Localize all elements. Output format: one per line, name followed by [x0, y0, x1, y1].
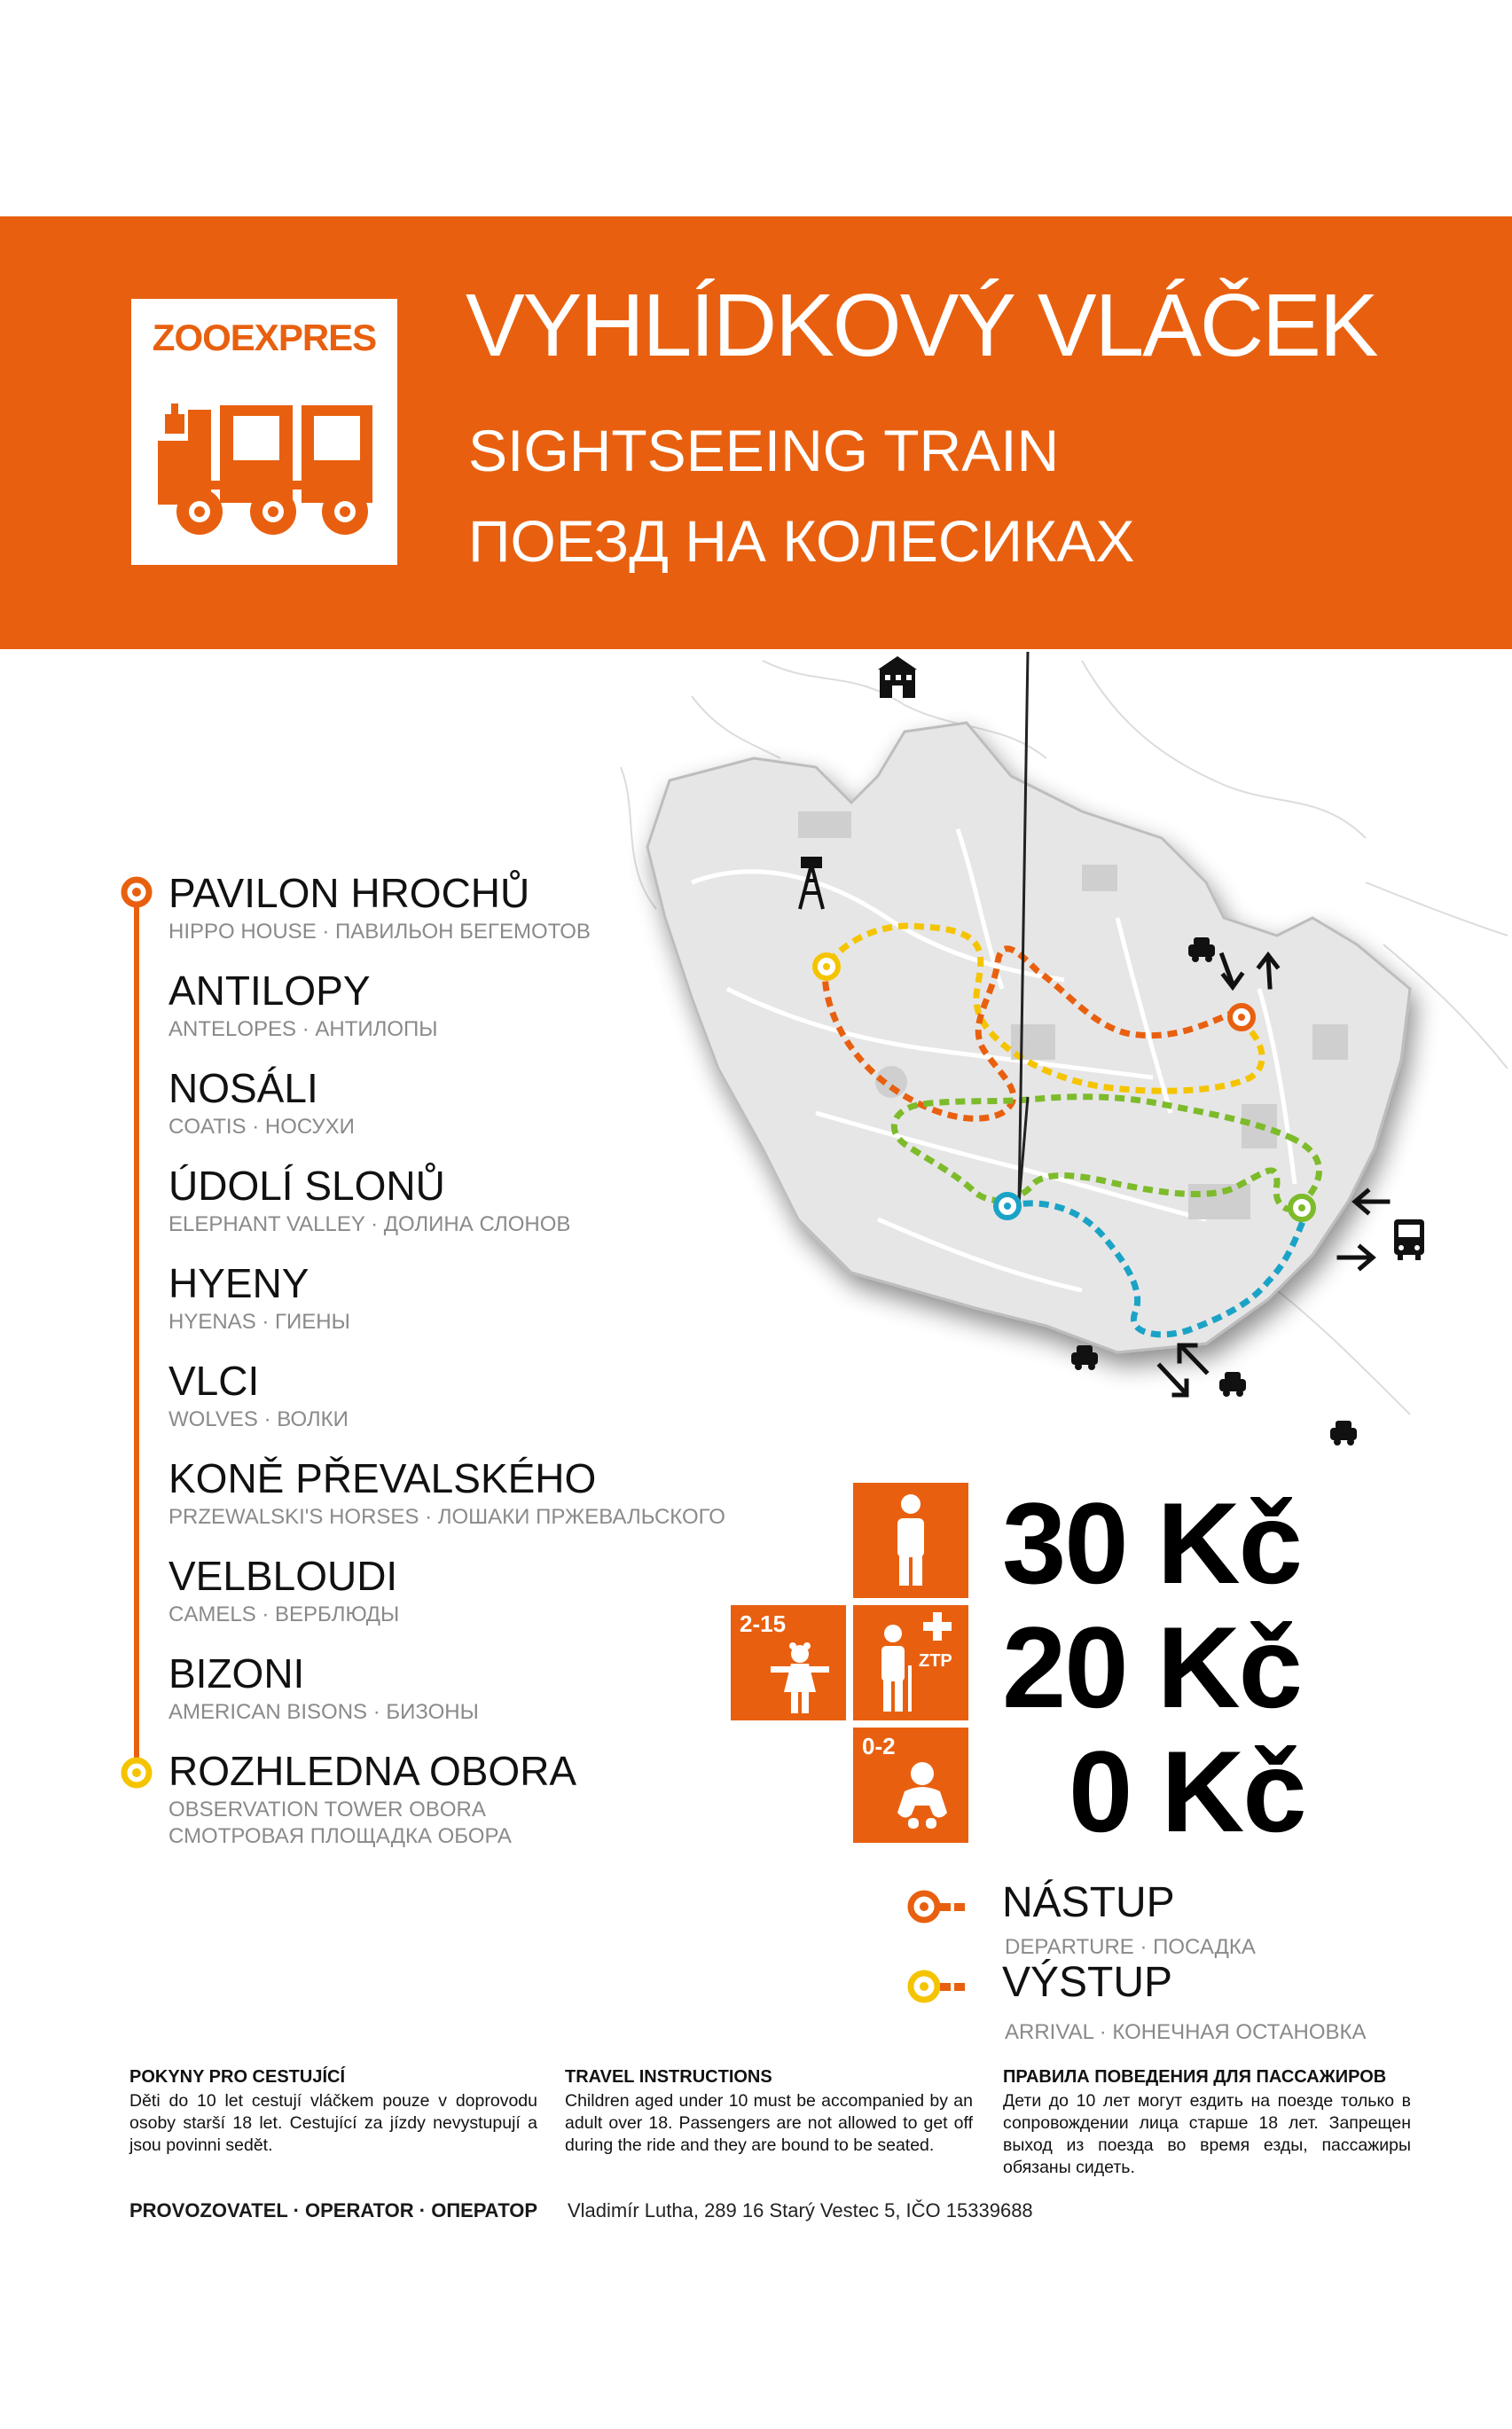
ztp-price-box: [853, 1605, 968, 1720]
zoo-map: [585, 652, 1512, 1485]
stop-name: KONĚ PŘEVALSKÉHO: [168, 1455, 597, 1501]
stop-name: PAVILON HROCHŮ: [168, 870, 530, 916]
stop-subtitle: HYENAS · ГИЕНЫ: [168, 1310, 350, 1334]
stop-subtitle: ELEPHANT VALLEY · ДОЛИНА СЛОНОВ: [168, 1212, 571, 1236]
stop-subtitle: COATIS · НОСУХИ: [168, 1115, 355, 1139]
restaurant-building-icon: [878, 656, 917, 698]
instructions-text: Дети до 10 лет могут ездить на поезде только в сопровождении лица старше 18 лет. Запрещен выход из поезда во время езды, пассажиры обязаны сидеть.: [1003, 2091, 1411, 2177]
stop-name: VELBLOUDI: [168, 1553, 398, 1599]
stop-name: NOSÁLI: [168, 1065, 318, 1111]
departure-legend-icon: [905, 1884, 975, 1929]
adult-icon: [853, 1483, 968, 1598]
instructions-title: ПРАВИЛА ПОВЕДЕНИЯ ДЛЯ ПАССАЖИРОВ: [1003, 2067, 1387, 2087]
stop-name: ROZHLEDNA OBORA: [168, 1748, 577, 1794]
bus-icon: [1394, 1219, 1424, 1260]
stop-hyeny: [168, 1260, 350, 1336]
map-svg: [585, 652, 1512, 1485]
stop-subtitle-ru: СМОТРОВАЯ ПЛОЩАДКА ОБОРА: [168, 1824, 512, 1848]
stop-subtitle: HIPPO HOUSE · ПАВИЛЬОН БЕГЕМОТОВ: [168, 920, 591, 944]
car-icon: [1071, 1345, 1098, 1370]
child-icon: [731, 1605, 846, 1720]
stop-bizoni: [168, 1650, 479, 1726]
instructions-text: Děti do 10 let cestují vláčkem pouze v doprovodu osoby starší 18 let. Cestující za jízdy nevystupují a jsou povinni sedět.: [129, 2091, 537, 2155]
stop-subtitle: CAMELS · ВЕРБЛЮДЫ: [168, 1602, 400, 1626]
child-price-box: [731, 1605, 846, 1720]
stop-name: BIZONI: [168, 1650, 305, 1696]
stop-udoli-slonu: [168, 1165, 570, 1238]
stop-name: VLCI: [168, 1358, 260, 1404]
stop-name: HYENY: [168, 1260, 309, 1306]
adult-price-box: [853, 1483, 968, 1598]
title-english: SIGHTSEEING TRAIN: [468, 418, 1060, 483]
stop-rozhledna-obora: [168, 1748, 577, 1850]
departure-stop-marker: [119, 874, 154, 910]
stop-kone-prevalskeho: [168, 1455, 725, 1531]
stop-pavilon-hrochu: [168, 870, 591, 945]
stop-antilopy: [168, 970, 438, 1043]
stop-subtitle: WOLVES · ВОЛКИ: [168, 1407, 349, 1431]
instructions-czech: [129, 2066, 537, 2157]
title-czech: VYHLÍDKOVÝ VLÁČEK: [466, 276, 1377, 375]
infant-icon: [853, 1728, 968, 1843]
stop-subtitle: ANTELOPES · АНТИЛОПЫ: [168, 1017, 438, 1041]
stop-velbloudi: [168, 1555, 399, 1628]
arrival-legend-title: VÝSTUP: [1002, 1959, 1173, 2006]
departure-marker-map: [1230, 1006, 1253, 1029]
arrival-legend-icon: [905, 1964, 975, 2009]
reduced-price: 20 Kč: [1002, 1602, 1301, 1732]
adult-price: 30 Kč: [1002, 1478, 1301, 1608]
logo-text: ZOOEXPRES: [152, 317, 377, 358]
car-icon: [1330, 1421, 1357, 1446]
stop-subtitle: AMERICAN BISONS · БИЗОНЫ: [168, 1700, 479, 1724]
stop-name: ÚDOLÍ SLONŮ: [168, 1163, 445, 1209]
departure-legend-subtitle: DEPARTURE · ПОСАДКА: [1005, 1935, 1256, 1959]
instructions-english: [565, 2066, 973, 2157]
instructions-russian: [1003, 2066, 1411, 2179]
infant-price-box: [853, 1728, 968, 1843]
blue-stop-marker: [996, 1195, 1019, 1218]
stop-subtitle: PRZEWALSKI'S HORSES · ЛОШАКИ ПРЖЕВАЛЬСКОГО: [168, 1505, 725, 1529]
green-stop-marker: [1290, 1196, 1313, 1219]
stop-vlci: [168, 1360, 349, 1433]
departure-legend-title: NÁSTUP: [1002, 1879, 1175, 1926]
infant-age-label: 0-2: [862, 1733, 896, 1759]
title-russian: ПОЕЗД НА КОЛЕСИКАХ: [468, 508, 1135, 574]
arrival-stop-marker: [119, 1755, 154, 1790]
operator-label: PROVOZOVATEL · OPERATOR · ОПЕРАТОР: [129, 2199, 538, 2221]
stop-name: ANTILOPY: [168, 968, 371, 1014]
stop-subtitle: OBSERVATION TOWER OBORA: [168, 1798, 486, 1822]
zooexpres-logo: [131, 299, 397, 565]
ztp-label: ZTP: [919, 1651, 952, 1671]
arrival-marker-map: [815, 955, 838, 978]
stop-nosali: [168, 1065, 355, 1140]
operator-value: Vladimír Lutha, 289 16 Starý Vestec 5, IČO 15339688: [568, 2199, 1033, 2221]
arrival-legend-subtitle: ARRIVAL · КОНЕЧНАЯ ОСТАНОВКА: [1005, 2020, 1367, 2044]
infant-price: 0 Kč: [1069, 1727, 1305, 1856]
instructions-title: TRAVEL INSTRUCTIONS: [565, 2067, 772, 2087]
instructions-title: POKYNY PRO CESTUJÍCÍ: [129, 2067, 346, 2087]
instructions-text: Children aged under 10 must be accompanied by an adult over 18. Passengers are not allowed to get off during the ride and they are bound to be seated.: [565, 2091, 973, 2155]
car-icon: [1219, 1372, 1246, 1397]
train-icon: [131, 299, 397, 565]
child-age-label: 2-15: [740, 1610, 787, 1637]
route-line: [134, 894, 139, 1770]
